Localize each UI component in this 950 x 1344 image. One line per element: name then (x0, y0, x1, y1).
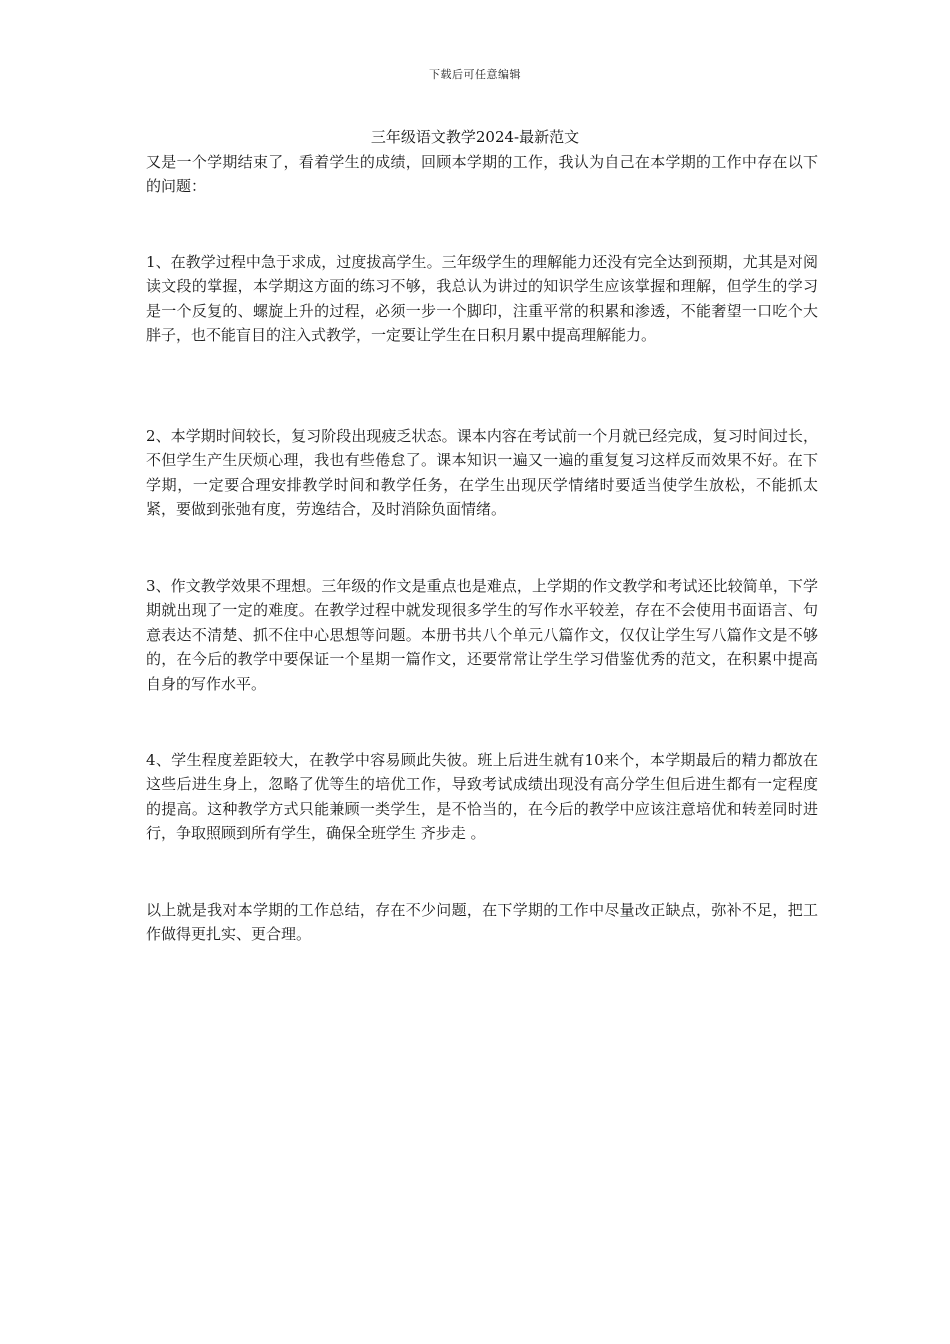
paragraph-2: 2、本学期时间较长，复习阶段出现疲乏状态。课本内容在考试前一个月就已经完成，复习时间过长，不但学生产生厌烦心理，我也有些倦怠了。课本知识一遍又一遍的重复复习这样反而效果不好。在下学期，一定要合理安排教学时间和教学任务，在学生出现厌学情绪时要适当使学生放松，不能抓太紧，要做到张弛有度，劳逸结合，及时消除负面情绪。 (146, 427, 818, 519)
paragraph-1: 1、在教学过程中急于求成，过度拔高学生。三年级学生的理解能力还没有完全达到预期，尤其是对阅读文段的掌握，本学期这方面的练习不够，我总认为讲过的知识学生应该掌握和理解，但学生的学习是一个反复的、螺旋上升的过程，必须一步一个脚印，注重平常的积累和渗透，不能奢望一口吃个大胖子，也不能盲目的注入式教学，一定要让学生在日积月累中提高理解能力。 (146, 253, 818, 345)
header-note: 下载后可任意编辑 (429, 68, 521, 81)
intro-paragraph: 又是一个学期结束了，看着学生的成绩，回顾本学期的工作，我认为自己在本学期的工作中存在以下的问题： (146, 153, 818, 196)
conclusion-paragraph: 以上就是我对本学期的工作总结，存在不少问题，在下学期的工作中尽量改正缺点，弥补不足，把工作做得更扎实、更合理。 (146, 901, 818, 944)
paragraph-3: 3、作文教学效果不理想。三年级的作文是重点也是难点，上学期的作文教学和考试还比较简单，下学期就出现了一定的难度。在教学过程中就发现很多学生的写作水平较差，存在不会使用书面语言、句意表达不清楚、抓不住中心思想等问题。本册书共八个单元八篇作文，仅仅让学生写八篇作文是不够的，在今后的教学中要保证一个星期一篇作文，还要常常让学生学习借鉴优秀的范文，在积累中提高自身的写作水平。 (146, 577, 818, 693)
paragraph-4: 4、学生程度差距较大，在教学中容易顾此失彼。班上后进生就有10来个，本学期最后的精力都放在这些后进生身上，忽略了优等生的培优工作，导致考试成绩出现没有高分学生但后进生都有一定程度的提高。这种教学方式只能兼顾一类学生，是不恰当的，在今后的教学中应该注意培优和转差同时进行，争取照顾到所有学生，确保全班学生 齐步走 。 (146, 751, 818, 843)
document-title: 三年级语文教学2024-最新范文 (370, 128, 580, 146)
